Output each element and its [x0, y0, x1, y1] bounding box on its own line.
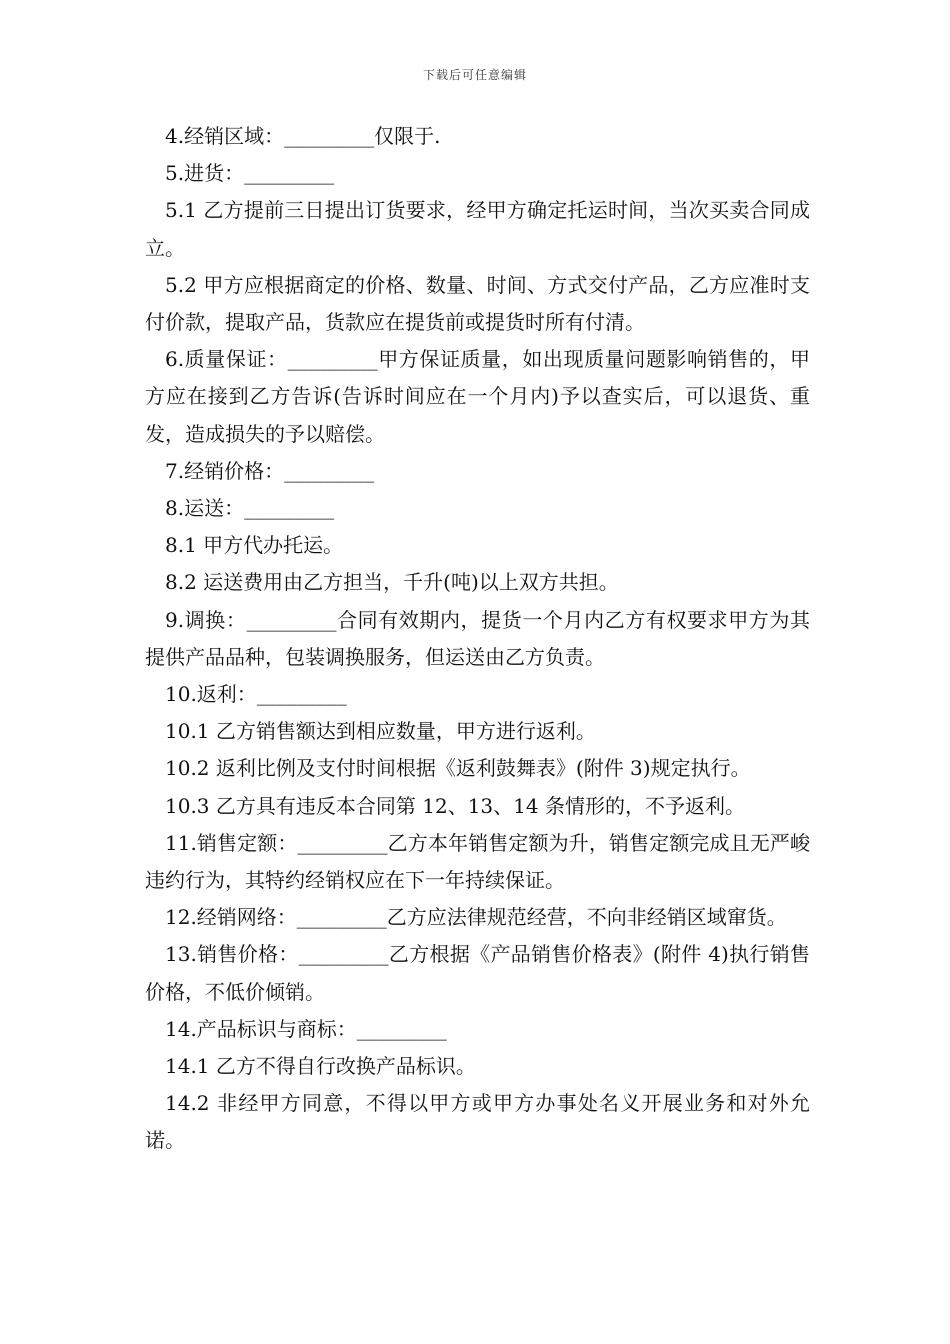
clause-14: 14.产品标识与商标：_________ — [165, 1016, 447, 1041]
page-header: 下载后可任意编辑 — [422, 68, 527, 82]
clause-10-2: 10.2 返利比例及支付时间根据《返利鼓舞表》(附件 3)规定执行。 — [165, 756, 751, 781]
clause-8-1: 8.1 甲方代办托运。 — [165, 533, 344, 558]
clause-10-3: 10.3 乙方具有违反本合同第 12、13、14 条情形的，不予返利。 — [165, 793, 745, 818]
clause-5: 5.进货：_________ — [165, 161, 335, 186]
document-body — [145, 118, 810, 1160]
clause-11: 11.销售定额：_________乙方本年销售定额为升，销售定额完成且无严峻违约行为，其特约经销权应在下一年持续保证。 — [145, 830, 810, 893]
clause-7: 7.经销价格：_________ — [165, 458, 375, 483]
clause-14-2: 14.2 非经甲方同意，不得以甲方或甲方办事处名义开展业务和对外允诺。 — [145, 1091, 810, 1153]
clause-5-2: 5.2 甲方应根据商定的价格、数量、时间、方式交付产品，乙方应准时支付价款，提取产品，货款应在提货前或提货时所有付清。 — [145, 272, 810, 335]
clause-8: 8.运送：_________ — [165, 496, 335, 521]
clause-9: 9.调换：_________合同有效期内，提货一个月内乙方有权要求甲方为其提供产品品种，包装调换服务，但运送由乙方负责。 — [145, 607, 810, 669]
clause-6: 6.质量保证：_________甲方保证质量，如出现质量问题影响销售的，甲方应在接到乙方告诉(告诉时间应在一个月内)予以查实后，可以退货、重发，造成损失的予以赔偿。 — [145, 347, 810, 446]
clause-12: 12.经销网络：_________乙方应法律规范经营，不向非经销区域窜货。 — [165, 905, 787, 930]
clause-10-1: 10.1 乙方销售额达到相应数量，甲方进行返利。 — [165, 719, 596, 744]
clause-8-2: 8.2 运送费用由乙方担当，千升(吨)以上双方共担。 — [165, 570, 619, 595]
clause-14-1: 14.1 乙方不得自行改换产品标识。 — [165, 1054, 476, 1079]
clause-10: 10.返利：_________ — [165, 682, 347, 707]
clause-13: 13.销售价格：_________乙方根据《产品销售价格表》(附件 4)执行销售价格，不低价倾销。 — [145, 942, 810, 1004]
clause-5-1: 5.1 乙方提前三日提出订货要求，经甲方确定托运时间，当次买卖合同成立。 — [145, 198, 810, 260]
clause-4: 4.经销区域：_________仅限于. — [165, 124, 441, 148]
